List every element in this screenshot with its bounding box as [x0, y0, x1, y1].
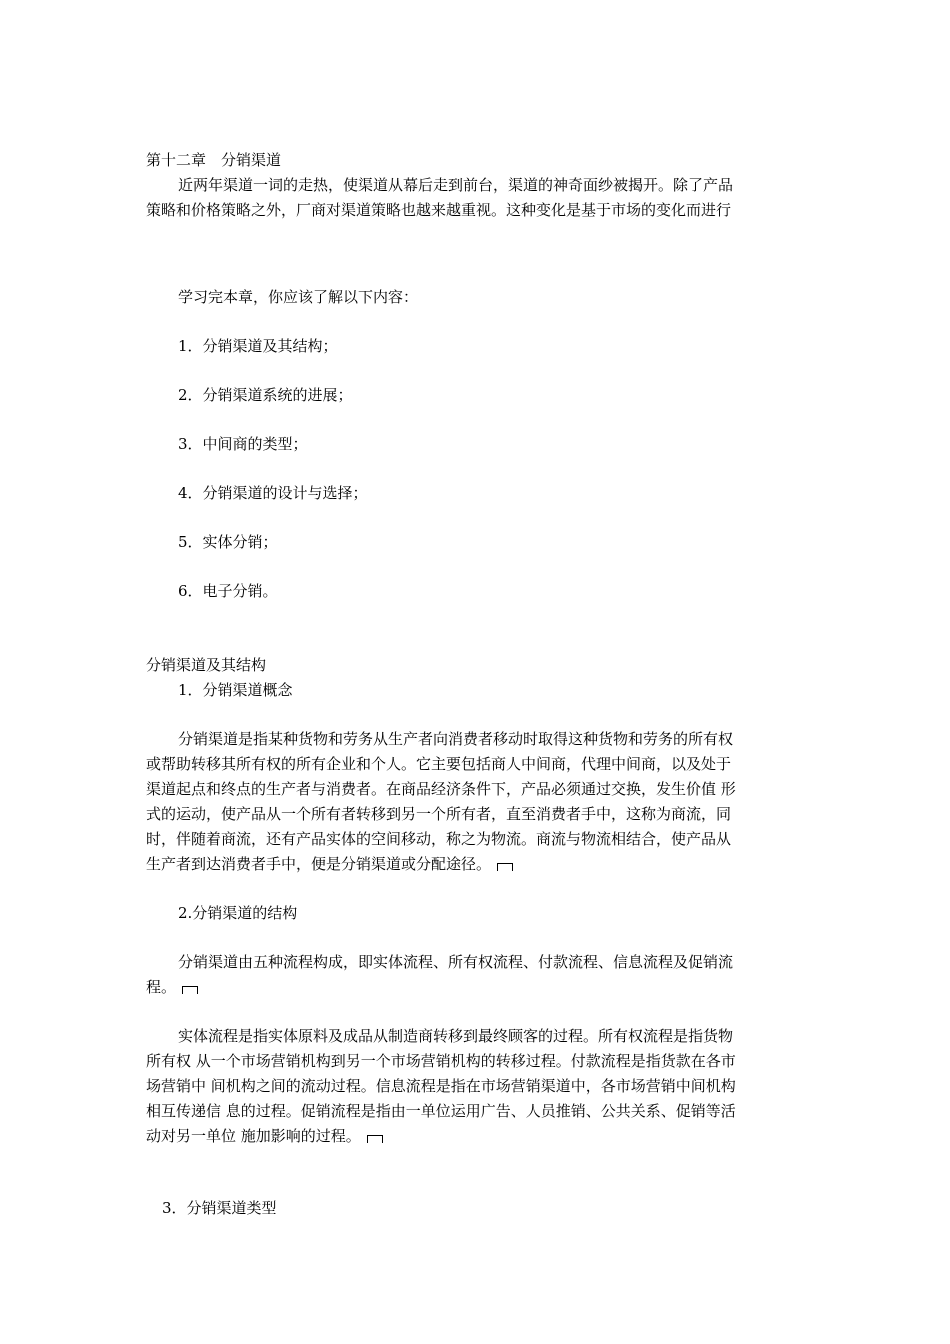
- objective-item: 6．电子分销。: [178, 582, 278, 600]
- intro-line-2: 策略和价格策略之外，厂商对渠道策略也越来越重视。这种变化是基于市场的变化而进行: [146, 201, 732, 219]
- document-page: [146, 148, 808, 1221]
- para1-line: 渠道起点和终点的生产者与消费者。在商品经济条件下，产品必须通过交换，发生价值 形: [146, 780, 736, 798]
- para1-line: [146, 852, 808, 877]
- objective-item: 1．分销渠道及其结构；: [178, 337, 338, 355]
- para3-line: 所有权 从一个市场营销机构到另一个市场营销机构的转移过程。付款流程是指货款在各市: [146, 1052, 736, 1070]
- paragraph-mark-icon: [497, 863, 513, 871]
- section-title: 分销渠道及其结构: [146, 656, 267, 674]
- subsection-title: 2.分销渠道的结构: [178, 904, 298, 922]
- para3-line: 实体流程是指实体原料及成品从制造商转移到最终顾客的过程。所有权流程是指货物: [178, 1027, 734, 1045]
- objective-item: 5．实体分销；: [178, 533, 278, 551]
- chapter-title: 第十二章 分销渠道: [146, 151, 282, 169]
- objective-item: 2．分销渠道系统的进展；: [178, 386, 353, 404]
- para1-line: 式的运动，使产品从一个所有者转移到另一个所有者，直至消费者手中，这称为商流，同: [146, 805, 732, 823]
- para1-line: 或帮助转移其所有权的所有企业和个人。它主要包括商人中间商，代理中间商，以及处于: [146, 755, 732, 773]
- para1-line: 分销渠道是指某种货物和劳务从生产者向消费者移动时取得这种货物和劳务的所有权: [178, 730, 734, 748]
- para1-line-text: 生产者到达消费者手中，便是分销渠道或分配途径。: [146, 855, 492, 873]
- para3-line: [146, 1124, 808, 1149]
- objective-item: 4．分销渠道的设计与选择；: [178, 484, 368, 502]
- para2-line: [146, 975, 808, 1000]
- intro-line-1: 近两年渠道一词的走热，使渠道从幕后走到前台，渠道的神奇面纱被揭开。除了产品: [178, 176, 734, 194]
- subsection-title: 3．分销渠道类型: [162, 1199, 277, 1217]
- paragraph-mark-icon: [367, 1135, 383, 1143]
- para3-line: 相互传递信 息的过程。促销流程是指由一单位运用广告、人员推销、公共关系、促销等活: [146, 1102, 736, 1120]
- para3-line: 场营销中 间机构之间的流动过程。信息流程是指在市场营销渠道中，各市场营销中间机构: [146, 1077, 736, 1095]
- para1-line: 时，伴随着商流，还有产品实体的空间移动，称之为物流。商流与物流相结合，使产品从: [146, 830, 732, 848]
- subsection-title: 1．分销渠道概念: [178, 681, 293, 699]
- para3-line-text: 动对另一单位 施加影响的过程。: [146, 1127, 361, 1145]
- paragraph-mark-icon: [182, 986, 198, 994]
- objective-item: 3．中间商的类型；: [178, 435, 308, 453]
- objectives-heading: 学习完本章，你应该了解以下内容：: [178, 288, 419, 306]
- para2-line-text: 程。: [146, 978, 177, 996]
- para2-line: 分销渠道由五种流程构成，即实体流程、所有权流程、付款流程、信息流程及促销流: [178, 953, 734, 971]
